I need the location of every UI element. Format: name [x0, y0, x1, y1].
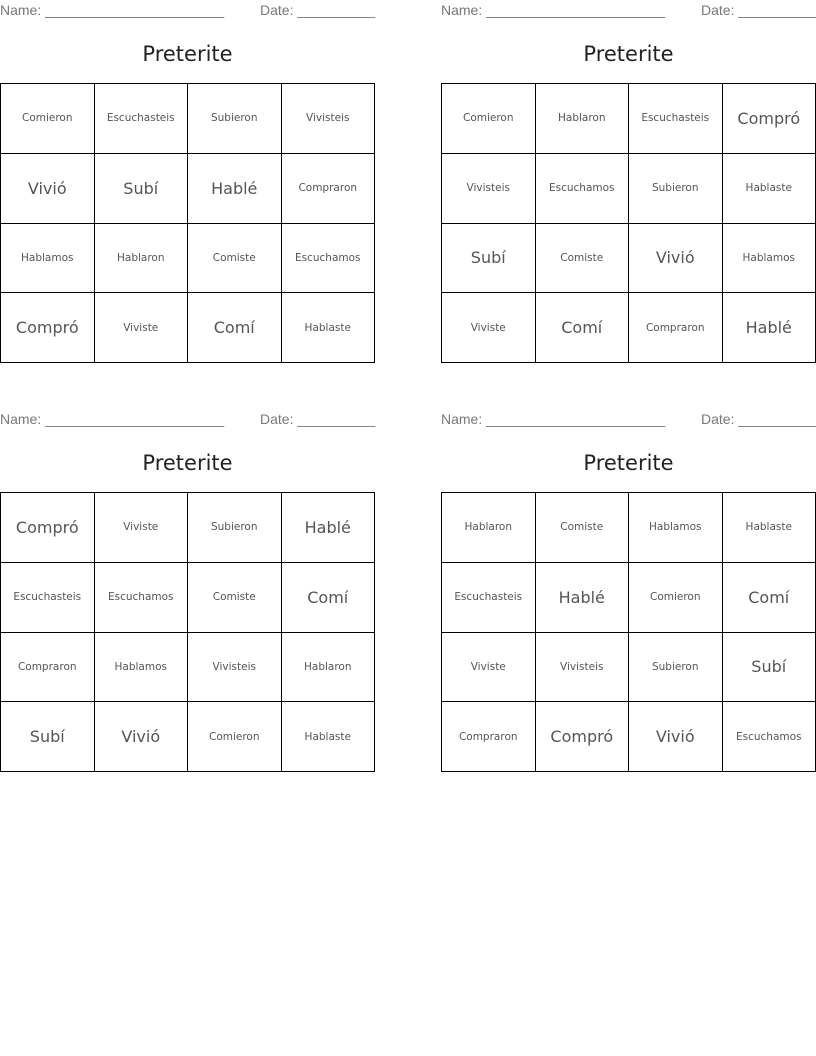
bingo-cell: Vivisteis — [282, 84, 376, 154]
bingo-cell: Hablé — [188, 154, 282, 224]
bingo-cell: Viviste — [95, 293, 189, 363]
name-field: Name: _______________________ — [0, 411, 225, 427]
bingo-cell: Hablaste — [282, 702, 376, 772]
bingo-cell: Vivió — [629, 224, 723, 294]
bingo-cell: Hablaron — [282, 633, 376, 703]
bingo-cell: Comiste — [536, 493, 630, 563]
bingo-cell: Compraron — [282, 154, 376, 224]
card-header — [441, 409, 816, 429]
bingo-cell: Hablaste — [282, 293, 376, 363]
bingo-cell: Compraron — [442, 702, 536, 772]
bingo-cell: Vivisteis — [536, 633, 630, 703]
bingo-card-2 — [441, 0, 816, 372]
bingo-cell: Hablé — [723, 293, 816, 363]
bingo-cell: Subí — [723, 633, 816, 703]
bingo-cell: Escuchamos — [95, 563, 189, 633]
bingo-cell: Vivisteis — [188, 633, 282, 703]
card-title: Preterite — [583, 42, 674, 66]
bingo-cell: Comí — [536, 293, 630, 363]
bingo-cell: Hablaste — [723, 493, 816, 563]
bingo-cell: Vivisteis — [442, 154, 536, 224]
bingo-cell: Comieron — [629, 563, 723, 633]
bingo-cell: Comí — [282, 563, 376, 633]
bingo-cell: Subí — [1, 702, 95, 772]
bingo-cell: Viviste — [95, 493, 189, 563]
bingo-cell: Escuchamos — [536, 154, 630, 224]
bingo-cell: Escuchamos — [723, 702, 816, 772]
bingo-grid — [0, 492, 375, 772]
bingo-cell: Subieron — [188, 84, 282, 154]
bingo-cell: Compró — [1, 493, 95, 563]
bingo-cell: Subieron — [629, 633, 723, 703]
date-field: Date: __________ — [260, 2, 376, 18]
bingo-cell: Hablamos — [723, 224, 816, 294]
bingo-cell: Subí — [442, 224, 536, 294]
bingo-cell: Vivió — [95, 702, 189, 772]
bingo-cell: Vivió — [629, 702, 723, 772]
bingo-cell: Escuchamos — [282, 224, 376, 294]
bingo-card-1 — [0, 0, 375, 372]
bingo-cell: Compraron — [1, 633, 95, 703]
bingo-cell: Viviste — [442, 633, 536, 703]
name-field: Name: _______________________ — [441, 411, 666, 427]
bingo-cell: Escuchasteis — [95, 84, 189, 154]
card-title: Preterite — [583, 451, 674, 475]
bingo-cell: Hablé — [282, 493, 376, 563]
card-title: Preterite — [142, 42, 233, 66]
card-header — [0, 0, 375, 20]
bingo-cell: Hablamos — [95, 633, 189, 703]
bingo-cell: Hablaste — [723, 154, 816, 224]
bingo-cell: Comieron — [1, 84, 95, 154]
bingo-card-3 — [0, 409, 375, 781]
bingo-cell: Comieron — [442, 84, 536, 154]
bingo-cell: Comiste — [188, 563, 282, 633]
name-field: Name: _______________________ — [0, 2, 225, 18]
bingo-grid — [0, 83, 375, 363]
name-field: Name: _______________________ — [441, 2, 666, 18]
bingo-cell: Compró — [536, 702, 630, 772]
bingo-cell: Subieron — [188, 493, 282, 563]
card-title: Preterite — [142, 451, 233, 475]
bingo-cell: Subieron — [629, 154, 723, 224]
date-field: Date: __________ — [260, 411, 376, 427]
bingo-cell: Subí — [95, 154, 189, 224]
bingo-card-4 — [441, 409, 816, 781]
bingo-cell: Comiste — [536, 224, 630, 294]
bingo-cell: Escuchasteis — [442, 563, 536, 633]
date-field: Date: __________ — [701, 411, 816, 427]
bingo-grid — [441, 492, 816, 772]
bingo-cell: Compró — [723, 84, 816, 154]
bingo-cell: Comiste — [188, 224, 282, 294]
bingo-cell: Comí — [723, 563, 816, 633]
bingo-cell: Viviste — [442, 293, 536, 363]
bingo-cell: Hablaron — [536, 84, 630, 154]
date-field: Date: __________ — [701, 2, 816, 18]
bingo-cell: Vivió — [1, 154, 95, 224]
bingo-cell: Escuchasteis — [1, 563, 95, 633]
card-header — [0, 409, 375, 429]
bingo-cell: Hablamos — [1, 224, 95, 294]
bingo-cell: Comieron — [188, 702, 282, 772]
bingo-cell: Hablé — [536, 563, 630, 633]
bingo-cell: Compraron — [629, 293, 723, 363]
bingo-cell: Hablamos — [629, 493, 723, 563]
card-header — [441, 0, 816, 20]
bingo-cell: Comí — [188, 293, 282, 363]
bingo-cell: Hablaron — [442, 493, 536, 563]
bingo-cell: Escuchasteis — [629, 84, 723, 154]
bingo-grid — [441, 83, 816, 363]
bingo-cell: Compró — [1, 293, 95, 363]
bingo-cell: Hablaron — [95, 224, 189, 294]
